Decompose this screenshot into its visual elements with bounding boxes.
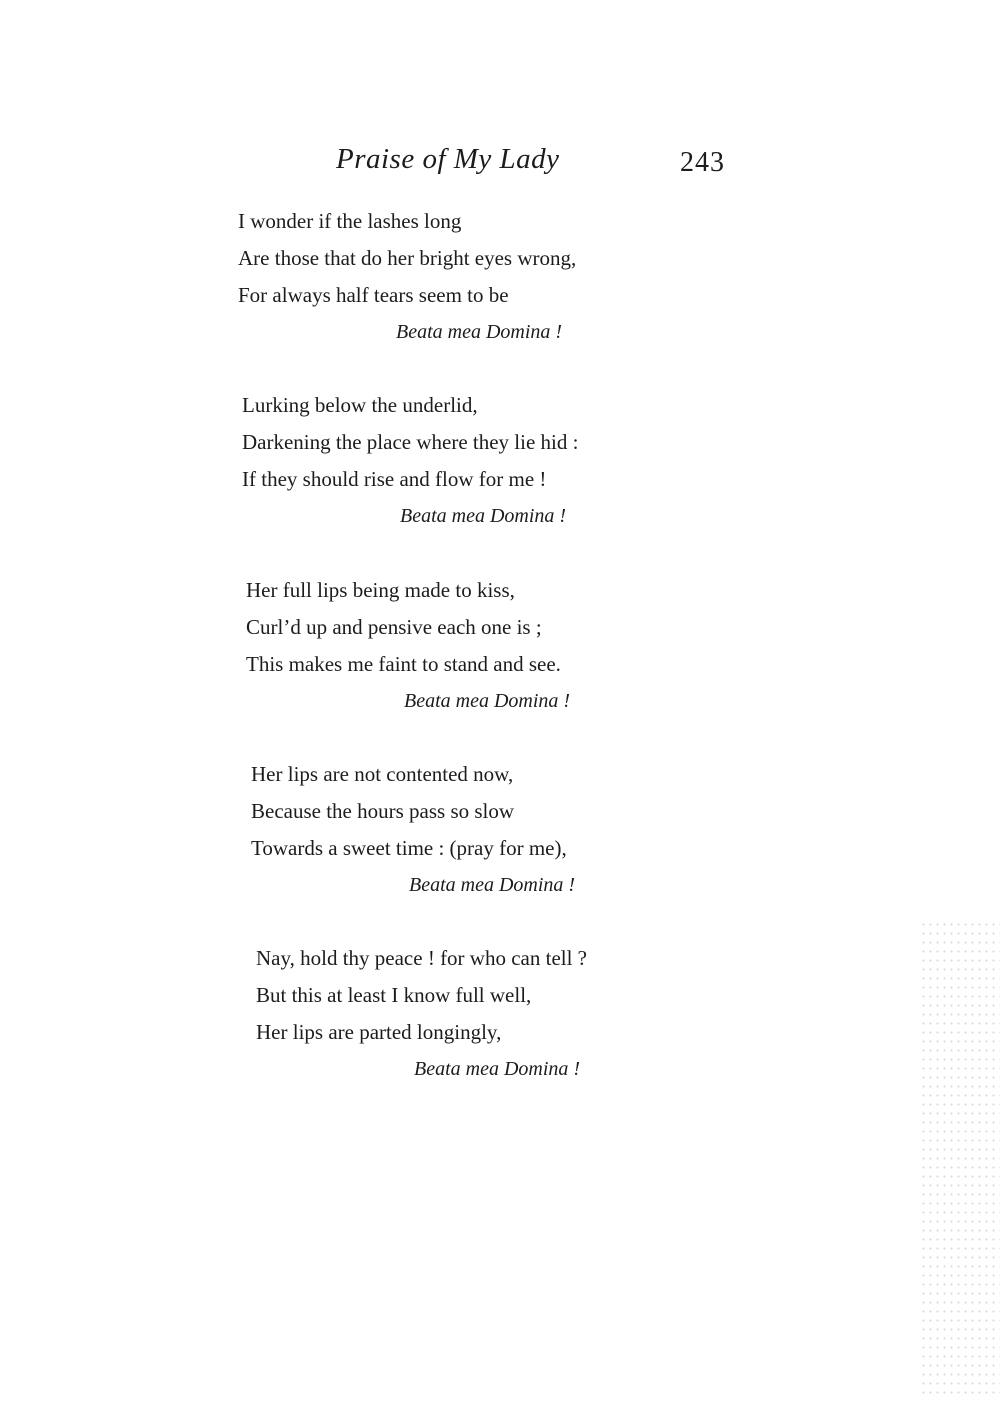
verse-line: Curl’d up and pensive each one is ;	[246, 615, 542, 639]
refrain-line: Beata mea Domina !	[400, 505, 567, 527]
stanza-1	[238, 203, 698, 351]
verse-line: If they should rise and flow for me !	[242, 467, 547, 491]
verse-line: Her lips are parted longingly,	[256, 1020, 502, 1044]
verse-line: This makes me faint to stand and see.	[246, 652, 561, 676]
stanza-3	[246, 572, 706, 720]
page-number: 243	[680, 147, 725, 178]
verse-line: Because the hours pass so slow	[251, 799, 515, 823]
stanza-2	[242, 387, 702, 535]
refrain-line: Beata mea Domina !	[414, 1058, 581, 1080]
verse-line: Her lips are not contented now,	[251, 762, 514, 786]
verse-line: I wonder if the lashes long	[238, 209, 462, 233]
refrain-line: Beata mea Domina !	[396, 321, 563, 343]
verse-line: For always half tears seem to be	[238, 283, 509, 307]
stanza-4	[251, 756, 711, 904]
verse-line: Are those that do her bright eyes wrong,	[238, 246, 577, 270]
verse-line: Towards a sweet time : (pray for me),	[251, 836, 567, 860]
refrain-line: Beata mea Domina !	[404, 690, 571, 712]
stanza-5	[256, 940, 716, 1088]
refrain-line: Beata mea Domina !	[409, 874, 576, 896]
verse-line: Nay, hold thy peace ! for who can tell ?	[256, 946, 588, 970]
verse-line: But this at least I know full well,	[256, 983, 532, 1007]
running-title: Praise of My Lady	[336, 143, 560, 175]
verse-line: Darkening the place where they lie hid :	[242, 430, 579, 454]
verse-line: Her full lips being made to kiss,	[246, 578, 515, 602]
verse-line: Lurking below the underlid,	[242, 393, 478, 417]
scan-noise	[920, 920, 1000, 1400]
